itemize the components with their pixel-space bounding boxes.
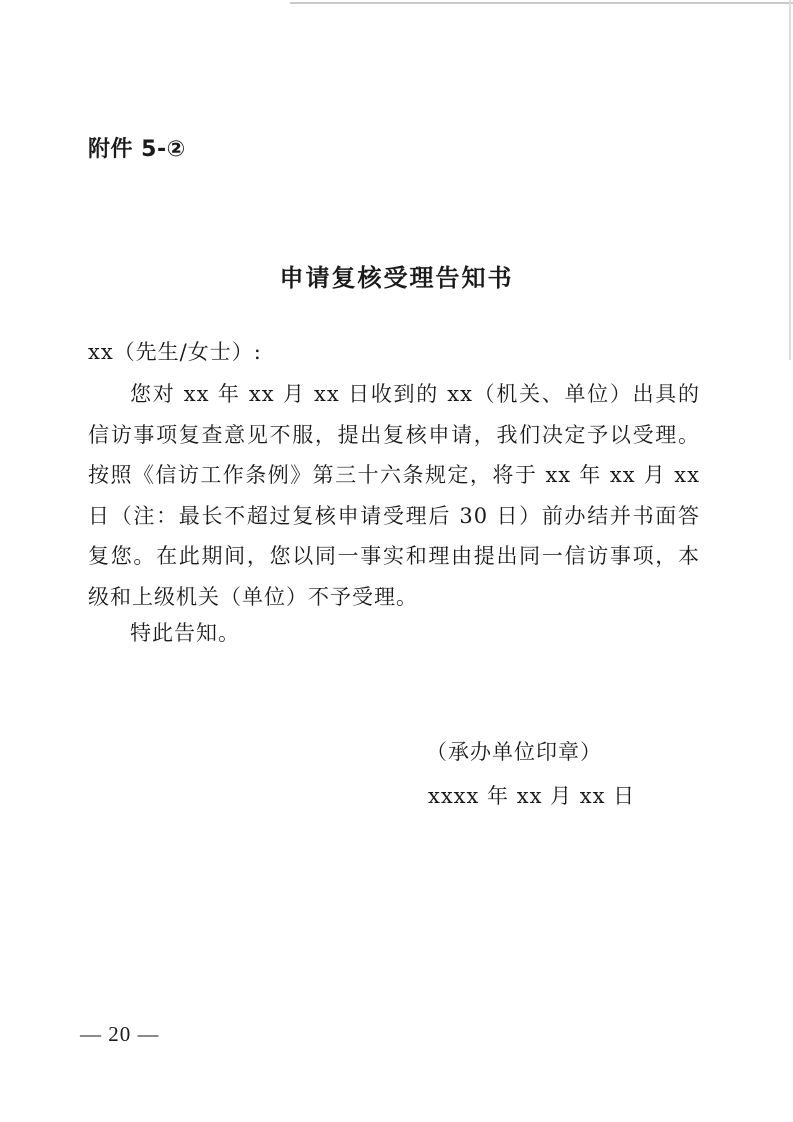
body-paragraph: 您对 xx 年 xx 月 xx 日收到的 xx（机关、单位）出具的信访事项复查意见不服，提出复核申请，我们决定予以受理。按照《信访工作条例》第三十六条规定，将于 xx 年 xx 月 xx 日（注：最长不超过复核申请受理后 30 日）前办结并书面答复您。在此期间，您以同一事实和理由提出同一信访事项，本级和上级机关（单位）不予受理。: [88, 382, 700, 609]
date-text: xxxx 年 xx 月 xx 日: [428, 784, 636, 808]
page-number: — 20 —: [80, 1022, 160, 1046]
document-title: 申请复核受理告知书: [279, 264, 514, 292]
page-top-rule: [290, 2, 793, 4]
body-text: [88, 374, 700, 617]
attachment-label: 附件 5-②: [88, 137, 186, 162]
seal-text: （承办单位印章）: [426, 740, 602, 764]
salutation: xx（先生/女士）:: [88, 340, 262, 364]
closing-line: 特此告知。: [130, 621, 240, 645]
page-right-edge: [789, 0, 791, 360]
